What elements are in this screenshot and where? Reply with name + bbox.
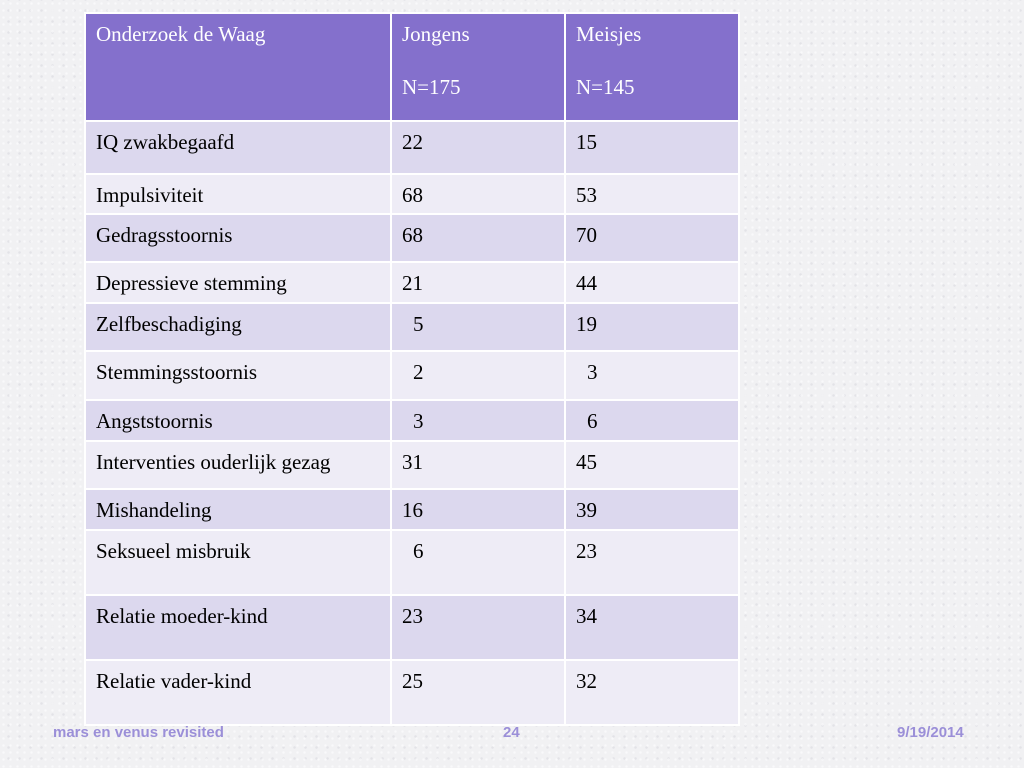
- footer-date: 9/19/2014: [897, 724, 964, 741]
- table-row: [85, 303, 739, 351]
- cell-jongens: 2: [391, 351, 565, 400]
- header-jongens-label: Jongens: [402, 22, 470, 46]
- row-label: Interventies ouderlijk gezag: [85, 441, 391, 489]
- table-row: [85, 489, 739, 530]
- cell-jongens: 5: [391, 303, 565, 351]
- table-row: [85, 400, 739, 441]
- header-study: Onderzoek de Waag: [85, 13, 391, 121]
- table-row: [85, 660, 739, 725]
- cell-jongens: 68: [391, 214, 565, 262]
- cell-jongens: 22: [391, 121, 565, 174]
- cell-meisjes: 70: [565, 214, 739, 262]
- row-label: Relatie moeder-kind: [85, 595, 391, 660]
- row-label: IQ zwakbegaafd: [85, 121, 391, 174]
- cell-jongens: 16: [391, 489, 565, 530]
- row-label: Stemmingsstoornis: [85, 351, 391, 400]
- row-label: Relatie vader-kind: [85, 660, 391, 725]
- cell-jongens: 25: [391, 660, 565, 725]
- cell-meisjes: 34: [565, 595, 739, 660]
- cell-meisjes: 32: [565, 660, 739, 725]
- row-label: Mishandeling: [85, 489, 391, 530]
- data-table: [84, 12, 740, 726]
- cell-meisjes: 39: [565, 489, 739, 530]
- row-label: Impulsiviteit: [85, 174, 391, 214]
- cell-jongens: 31: [391, 441, 565, 489]
- cell-meisjes: 53: [565, 174, 739, 214]
- table-row: [85, 441, 739, 489]
- table-row: [85, 174, 739, 214]
- cell-jongens: 23: [391, 595, 565, 660]
- table-row: [85, 121, 739, 174]
- cell-jongens: 3: [391, 400, 565, 441]
- cell-meisjes: 19: [565, 303, 739, 351]
- header-meisjes: [565, 13, 739, 121]
- table-row: [85, 262, 739, 303]
- cell-meisjes: 45: [565, 441, 739, 489]
- row-label: Depressieve stemming: [85, 262, 391, 303]
- header-jongens: [391, 13, 565, 121]
- row-label: Seksueel misbruik: [85, 530, 391, 595]
- cell-meisjes: 3: [565, 351, 739, 400]
- cell-meisjes: 23: [565, 530, 739, 595]
- cell-jongens: 68: [391, 174, 565, 214]
- table-header-row: [85, 13, 739, 121]
- table-row: [85, 214, 739, 262]
- header-meisjes-label: Meisjes: [576, 22, 642, 46]
- row-label: Zelfbeschadiging: [85, 303, 391, 351]
- cell-meisjes: 44: [565, 262, 739, 303]
- table-row: [85, 595, 739, 660]
- cell-jongens: 21: [391, 262, 565, 303]
- slide-number: 24: [503, 724, 520, 741]
- row-label: Angststoornis: [85, 400, 391, 441]
- header-meisjes-n: N=145: [576, 75, 635, 100]
- footer-title: mars en venus revisited: [53, 724, 224, 741]
- row-label: Gedragsstoornis: [85, 214, 391, 262]
- table-row: [85, 530, 739, 595]
- cell-meisjes: 15: [565, 121, 739, 174]
- cell-meisjes: 6: [565, 400, 739, 441]
- table-row: [85, 351, 739, 400]
- header-jongens-n: N=175: [402, 75, 461, 100]
- cell-jongens: 6: [391, 530, 565, 595]
